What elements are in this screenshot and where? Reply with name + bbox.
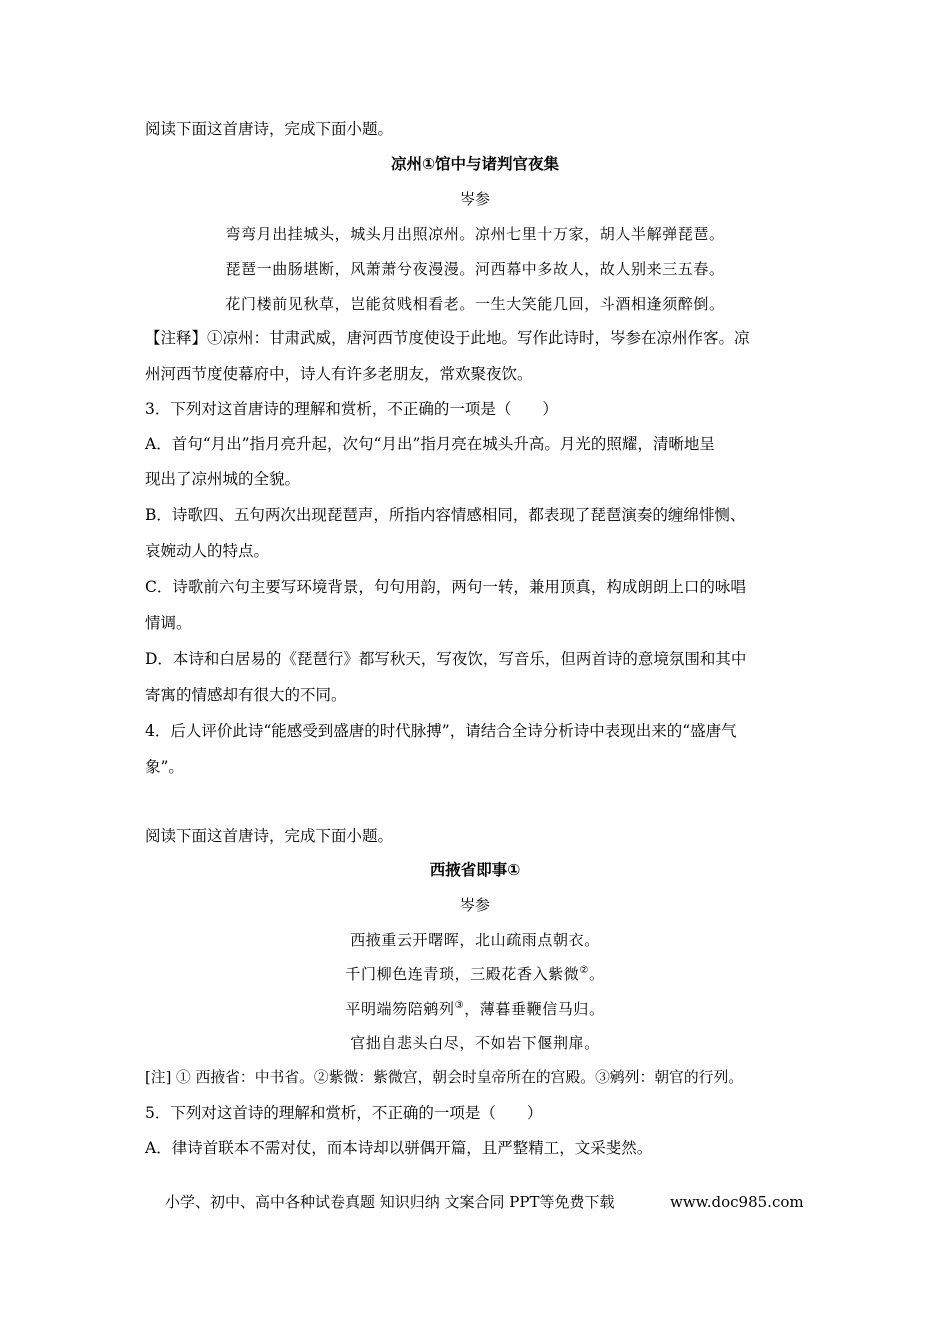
footnote-marker: ③: [454, 1000, 465, 1011]
option-c-line: C．诗歌前六句主要写环境背景，句句用韵，两句一转，兼用顶真，构成朗朗上口的咏唱: [145, 578, 746, 596]
option-a-line: A．律诗首联本不需对仗，而本诗却以骈偶开篇，且严整精工，文采斐然。: [145, 1139, 653, 1157]
reading-intro: 阅读下面这首唐诗，完成下面小题。: [145, 827, 394, 845]
poem-author: 岑参: [459, 190, 490, 208]
reading-intro: 阅读下面这首唐诗，完成下面小题。: [145, 120, 394, 138]
poem-line: 千门柳色连青琐，三殿花香入紫微②。: [345, 965, 605, 983]
option-b-line: B．诗歌四、五句两次出现琵琶声，所指内容情感相同，都表现了琵琶演奏的缠绵悱恻、: [145, 506, 746, 524]
annotation-line: [注] ① 西掖省：中书省。②紫微：紫微宫，朝会时皇帝所在的宫殿。③鹓列：朝官的行列。: [145, 1069, 744, 1086]
option-d-line: 寄寓的情感却有很大的不同。: [145, 686, 347, 704]
question-4-line: 4．后人评价此诗“能感受到盛唐的时代脉搏”，请结合全诗分析诗中表现出来的“盛唐气: [145, 722, 737, 740]
poem-title: 西掖省即事①: [429, 861, 521, 879]
option-a-line: A．首句“月出”指月亮升起，次句“月出”指月亮在城头升高。月光的照耀，清晰地呈: [145, 435, 715, 453]
question-4-line: 象”。: [145, 758, 184, 776]
poem-line: 官拙自悲头白尽，不如岩下偃荆扉。: [350, 1034, 600, 1052]
footnote-marker: ②: [579, 965, 589, 976]
option-b-line: 哀婉动人的特点。: [145, 542, 270, 560]
footer-promo: 小学、初中、高中各种试卷真题 知识归纳 文案合同 PPT等免费下载: [165, 1193, 615, 1211]
poem-title: 凉州①馆中与诸判官夜集: [390, 155, 560, 173]
question-3-stem: 3．下列对这首唐诗的理解和赏析，不正确的一项是（ ）: [145, 400, 558, 418]
poem-author: 岑参: [459, 896, 490, 914]
annotation-line: 【注释】①凉州：甘肃武威，唐河西节度使设于此地。写作此诗时，岑参在凉州作客。凉: [145, 329, 750, 347]
poem-line: 平明端笏陪鹓列③，薄暮垂鞭信马归。: [345, 1000, 605, 1018]
annotation-line: 州河西节度使幕府中，诗人有许多老朋友，常欢聚夜饮。: [145, 365, 533, 383]
poem-line: 西掖重云开曙晖，北山疏雨点朝衣。: [350, 931, 600, 949]
question-5-stem: 5．下列对这首诗的理解和赏析，不正确的一项是（ ）: [145, 1104, 543, 1122]
option-a-line: 现出了凉州城的全貌。: [145, 470, 301, 488]
poem-line: 花门楼前见秋草，岂能贫贱相看老。一生大笑能几回，斗酒相逢须醉倒。: [225, 295, 725, 313]
footer-url[interactable]: www.doc985.com: [670, 1193, 804, 1211]
poem-line: 琵琶一曲肠堪断，风萧萧兮夜漫漫。河西幕中多故人，故人别来三五春。: [225, 260, 725, 278]
poem-line: 弯弯月出挂城头，城头月出照凉州。凉州七里十万家，胡人半解弹琵琶。: [225, 225, 725, 243]
option-d-line: D．本诗和白居易的《琵琶行》都写秋天，写夜饮，写音乐，但两首诗的意境氛围和其中: [145, 650, 747, 668]
option-c-line: 情调。: [145, 614, 192, 632]
